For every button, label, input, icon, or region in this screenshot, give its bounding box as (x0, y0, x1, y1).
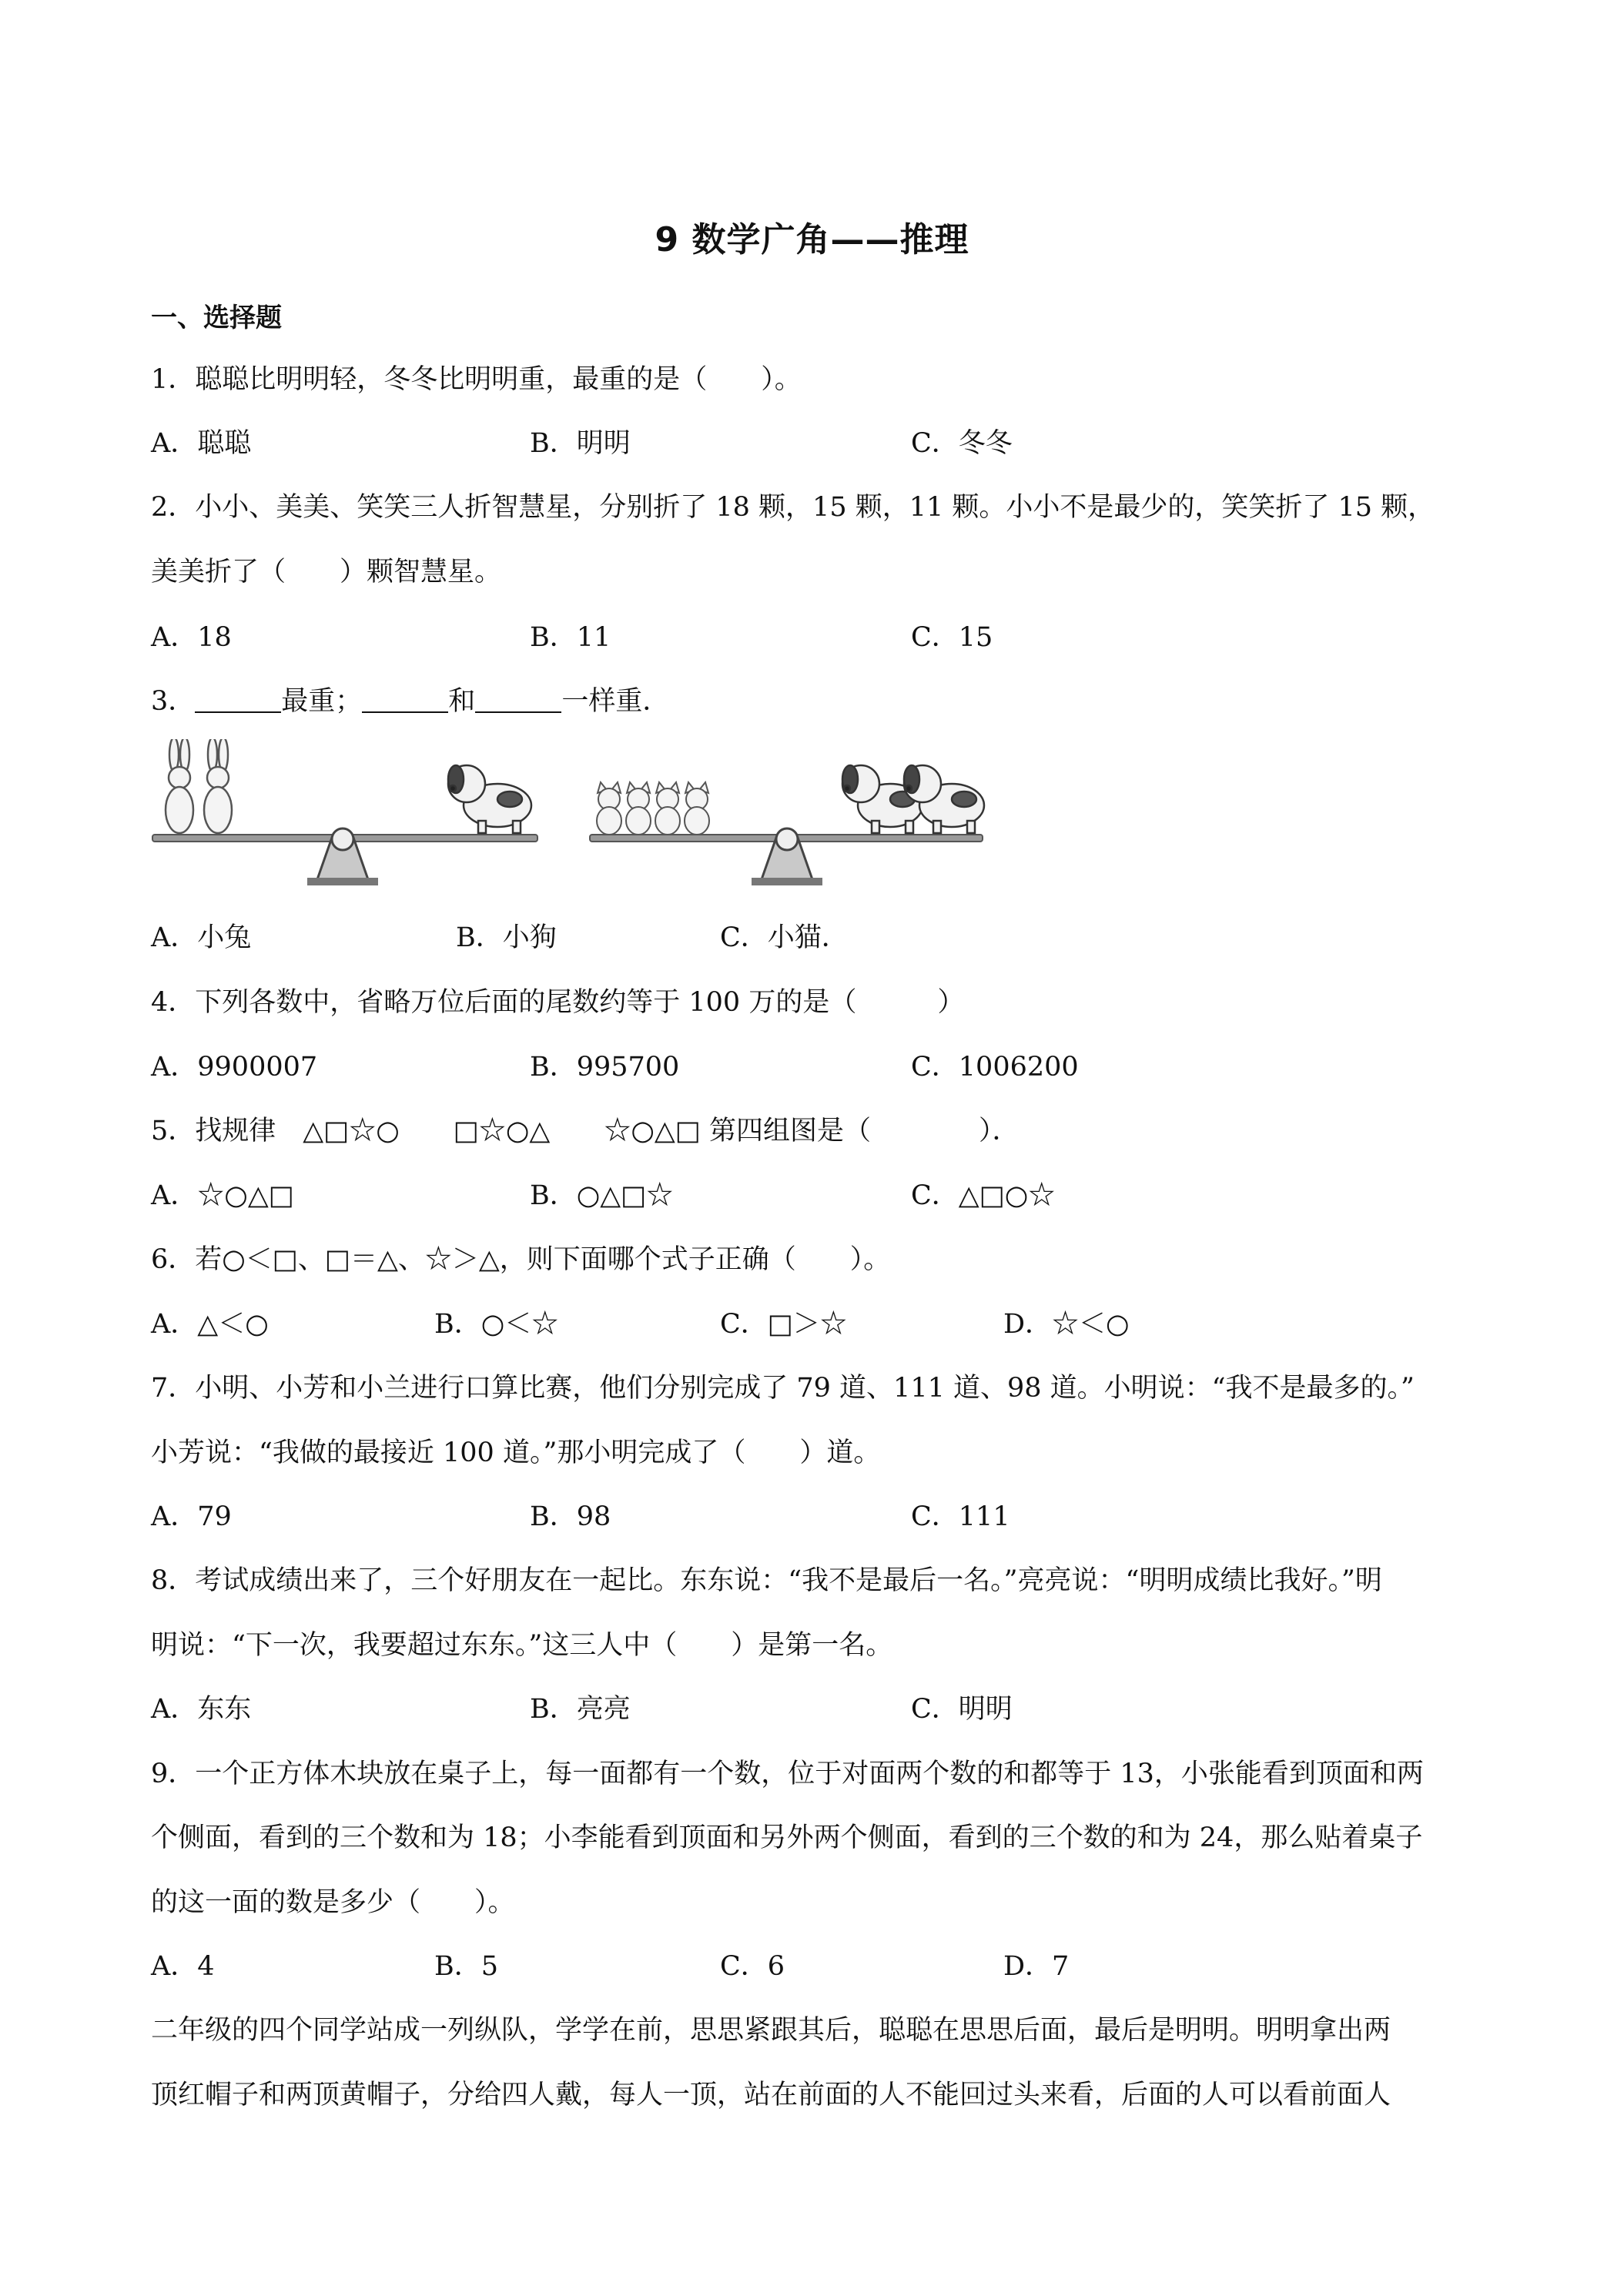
q6-option-c: C．□＞☆ (720, 1309, 847, 1340)
q3-number: 3． (151, 686, 196, 717)
question-9-line-2: 个侧面，看到的三个数和为 18；小李能看到顶面和另外两个侧面，看到的三个数的和为 24，那么贴着桌子 (151, 1822, 1423, 1853)
question-7-line-2: 小芳说：“我做的最接近 100 道。”那小明完成了（ ）道。 (151, 1438, 881, 1468)
rabbit-icon (166, 739, 193, 833)
answer-blank (195, 685, 281, 713)
dog-icon (448, 765, 531, 833)
q3-option-b: B．小狗 (456, 922, 557, 953)
answer-blank (475, 685, 561, 713)
dog-icon (904, 765, 984, 833)
q4-option-c: C．1006200 (911, 1052, 1079, 1083)
q8-option-a: A．东东 (151, 1694, 252, 1725)
answer-blank (362, 685, 448, 713)
q9-option-d: D．7 (1003, 1951, 1070, 1982)
q9-option-b: B．5 (434, 1951, 498, 1982)
seesaw-rabbits-vs-dog (152, 739, 537, 885)
question-5: 5．找规律 △□☆○ □☆○△ ☆○△□ 第四组图是（ ）． (151, 1116, 1020, 1146)
rabbit-icon (204, 739, 232, 833)
section-heading: 一、选择题 (151, 303, 282, 333)
question-1: 1．聪聪比明明轻，冬冬比明明重，最重的是（ ）。 (151, 364, 802, 395)
cat-icon (655, 782, 680, 835)
q3-option-a: A．小兔 (151, 922, 252, 953)
q7-option-c: C．111 (911, 1501, 1010, 1532)
q3-text-3: 一样重． (561, 686, 670, 717)
cat-icon (597, 782, 621, 835)
q4-option-a: A．9900007 (151, 1052, 318, 1083)
question-9-line-3: 的这一面的数是多少（ ）。 (151, 1887, 515, 1918)
q1-option-b: B．明明 (530, 428, 631, 459)
page-title: 9 数学广角——推理 (655, 220, 969, 259)
q6-option-b: B．○＜☆ (434, 1309, 559, 1340)
q3-option-c: C．小猫． (720, 922, 849, 953)
q5-option-a: A．☆○△□ (151, 1180, 294, 1211)
question-9-line-1: 9．一个正方体木块放在桌子上，每一面都有一个数，位于对面两个数的和都等于 13，小张能看到顶面和两 (151, 1759, 1424, 1789)
cat-icon (626, 782, 651, 835)
q3-text-1: 最重； (281, 686, 363, 717)
q5-option-c: C．△□○☆ (911, 1180, 1056, 1211)
q2-option-c: C．15 (911, 622, 993, 653)
q5-option-b: B．○△□☆ (530, 1180, 674, 1211)
cat-icon (685, 782, 709, 835)
q9-option-a: A．4 (151, 1951, 215, 1982)
seesaw-cats-vs-dogs (590, 765, 984, 885)
question-8-line-1: 8．考试成绩出来了，三个好朋友在一起比。东东说：“我不是最后一名。”亮亮说：“明明成绩比我好。”明 (151, 1565, 1382, 1596)
q7-option-b: B．98 (530, 1501, 611, 1532)
q6-option-a: A．△＜○ (151, 1309, 269, 1340)
question-2-line-1: 2．小小、美美、笑笑三人折智慧星，分别折了 18 颗，15 颗，11 颗。小小不是最少的，笑笑折了 15 颗， (151, 492, 1435, 523)
q7-option-a: A．79 (151, 1501, 232, 1532)
passage-line-2: 顶红帽子和两顶黄帽子，分给四人戴，每人一顶，站在前面的人不能回过头来看，后面的人可以看前面人 (151, 2080, 1391, 2110)
q2-option-a: A．18 (151, 622, 232, 653)
passage-line-1: 二年级的四个同学站成一列纵队，学学在前，思思紧跟其后，聪聪在思思后面，最后是明明。明明拿出两 (151, 2015, 1391, 2046)
question-7-line-1: 7．小明、小芳和小兰进行口算比赛，他们分别完成了 79 道、111 道、98 道。小明说：“我不是最多的。” (151, 1373, 1415, 1404)
question-8-line-2: 明说：“下一次，我要超过东东。”这三人中（ ）是第一名。 (151, 1630, 893, 1661)
q6-option-d: D．☆＜○ (1003, 1309, 1130, 1340)
q1-option-c: C．冬冬 (911, 428, 1013, 459)
question-2-line-2: 美美折了（ ）颗智慧星。 (151, 557, 502, 587)
seesaw-illustration (151, 739, 998, 893)
q4-option-b: B．995700 (530, 1052, 680, 1083)
question-4: 4．下列各数中，省略万位后面的尾数约等于 100 万的是（ ） (151, 987, 965, 1018)
q8-option-b: B．亮亮 (530, 1694, 631, 1725)
q8-option-c: C．明明 (911, 1694, 1013, 1725)
q2-option-b: B．11 (530, 622, 611, 653)
q1-option-a: A．聪聪 (151, 428, 252, 459)
q3-text-2: 和 (448, 686, 476, 717)
q9-option-c: C．6 (720, 1951, 785, 1982)
question-3 (151, 682, 669, 721)
question-6: 6．若○＜□、□＝△、☆＞△，则下面哪个式子正确（ ）。 (151, 1244, 891, 1275)
